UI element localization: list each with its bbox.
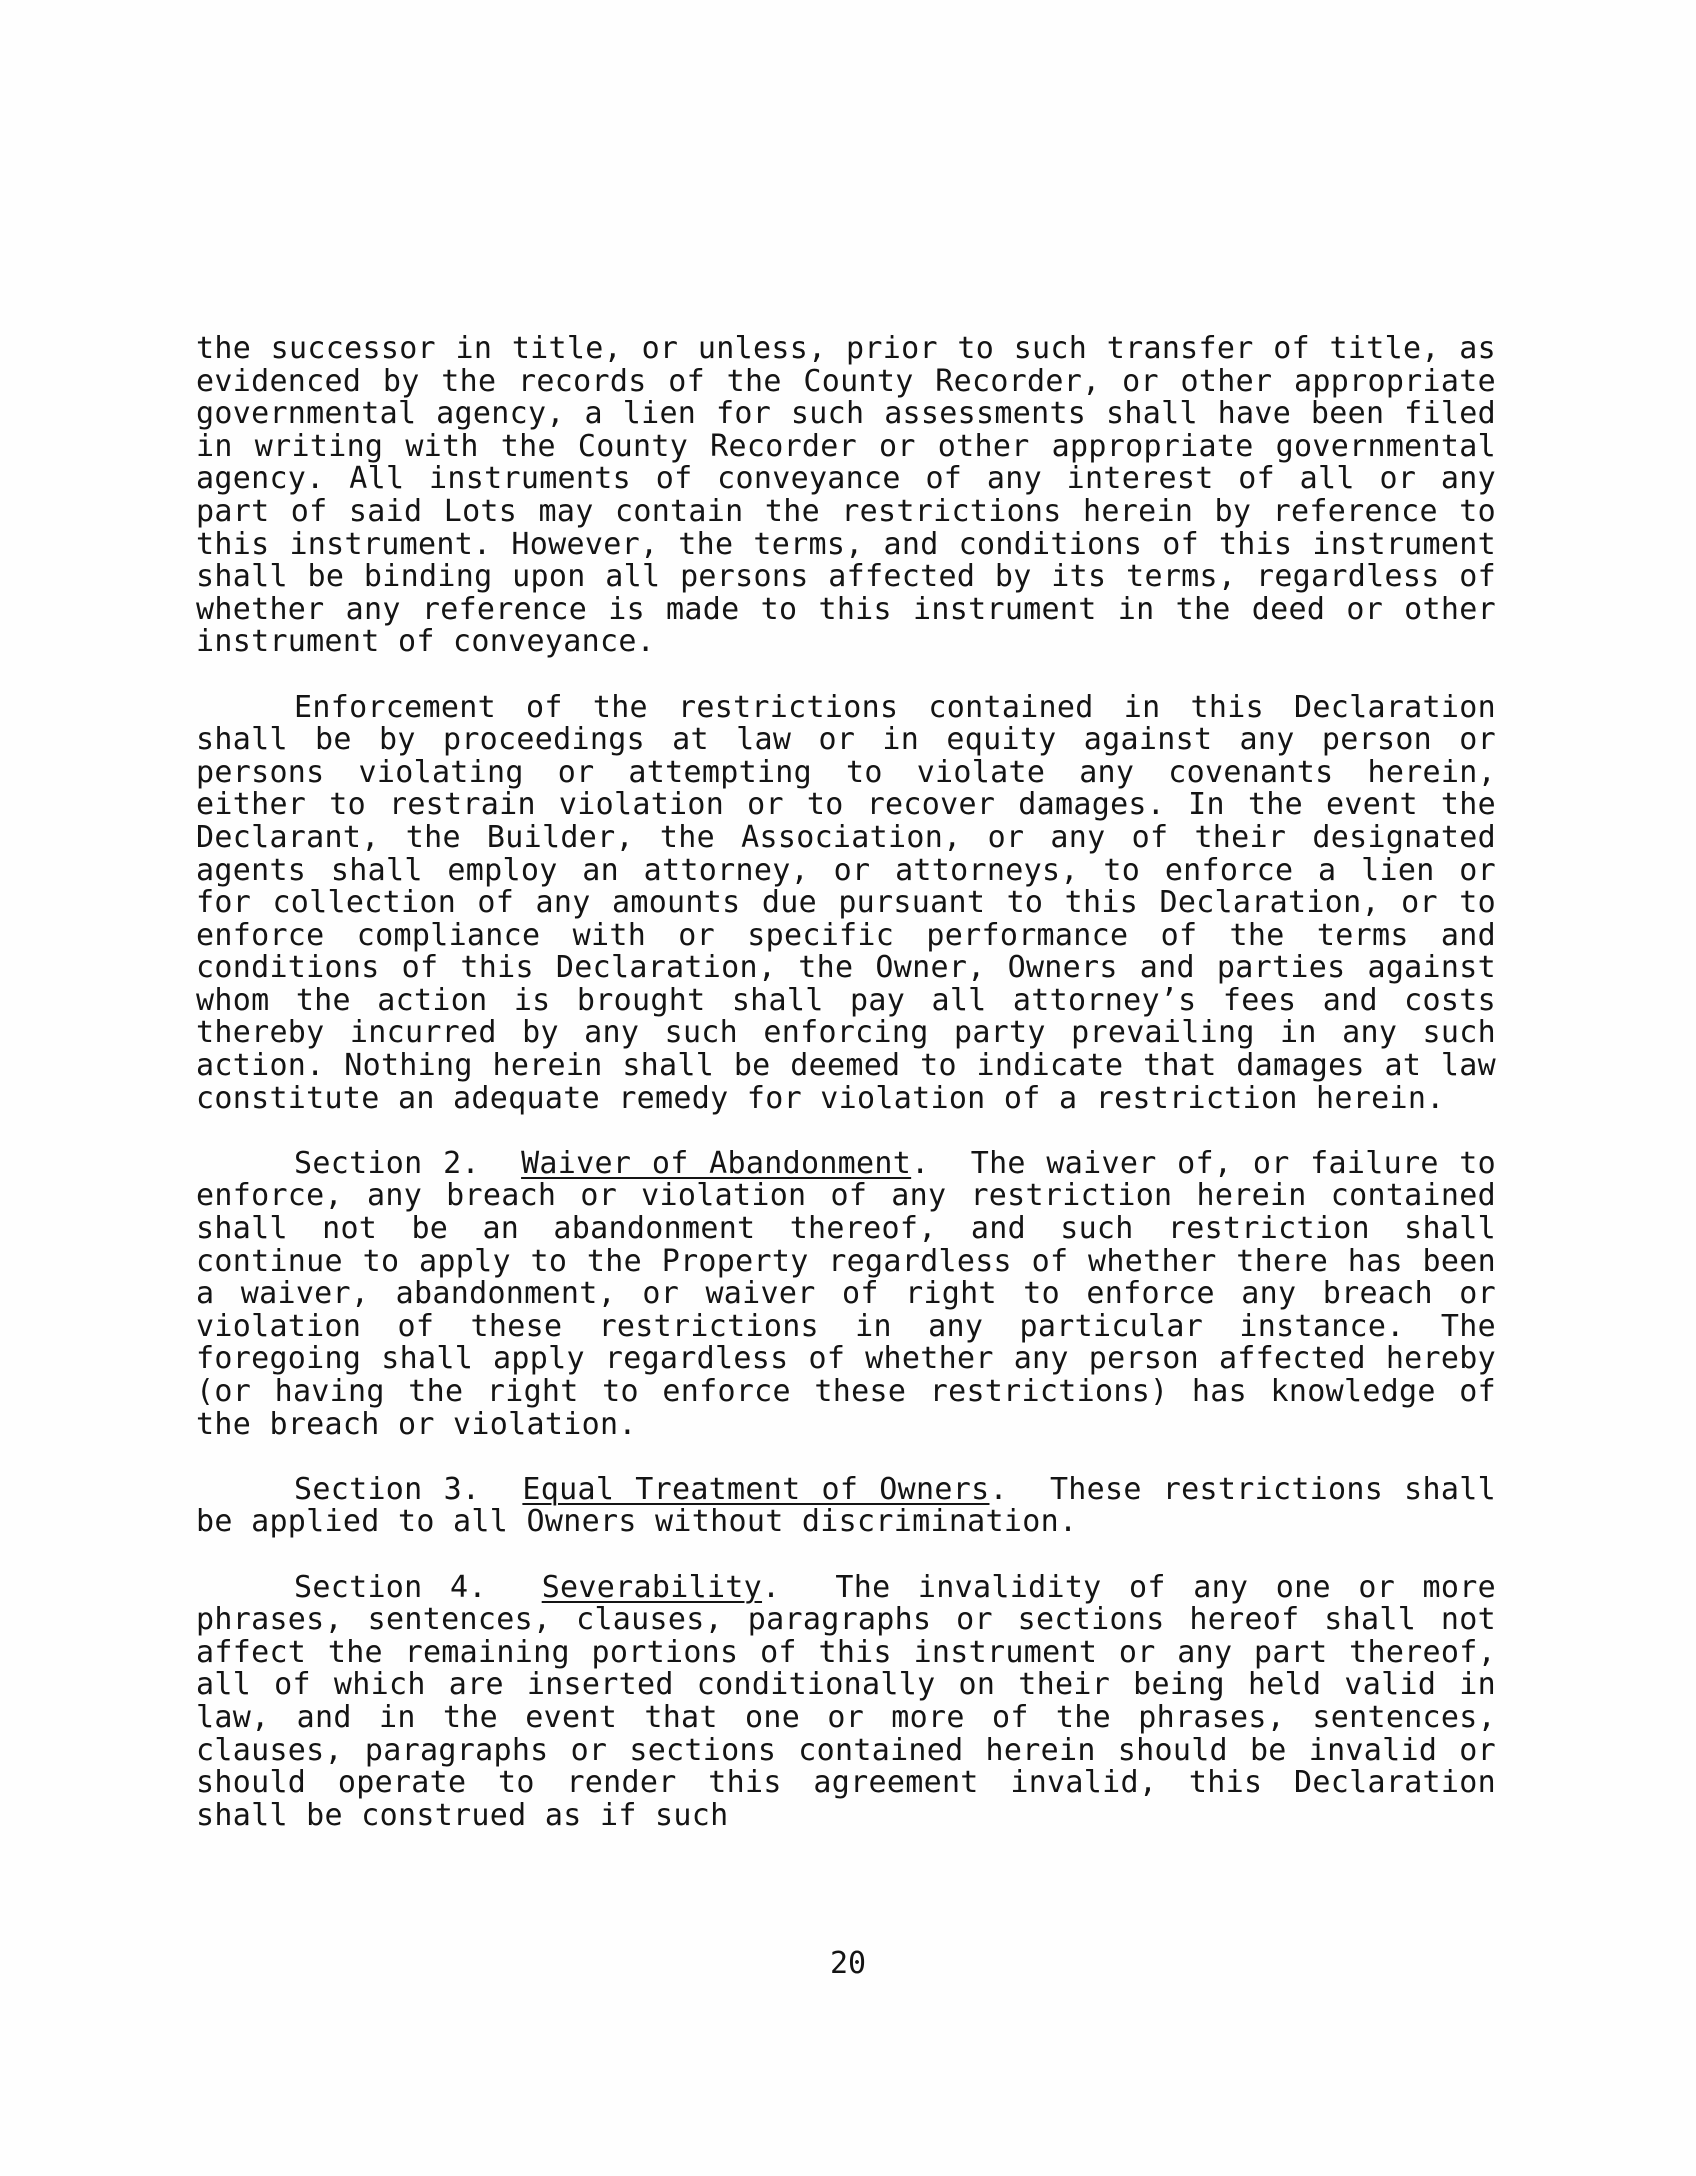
section-4-label: Section 4.: [294, 1569, 487, 1605]
section-3-label: Section 3.: [294, 1471, 481, 1507]
section-3-heading: Equal Treatment of Owners: [522, 1471, 990, 1507]
section-2: Section 2. Waiver of Abandonment. The waiver of, or failure to enforce, any breach or violation of any restriction herein contained shall not be an abandonment thereof, and such restriction shall continue to apply to the Property regardless of whether there has been a waiver, abandonment, or waiver of right to enforce any breach or violation of these restrictions in any particular instance. The foregoing shall apply regardless of whether any person affected hereby (or having the right to enforce these restrictions) has knowledge of the breach or violation.: [196, 1145, 1497, 1442]
section-4-heading: Severability: [541, 1569, 763, 1605]
section-4: Section 4. Severability. The invalidity of any one or more phrases, sentences, clauses, paragraphs or sections hereof shall not affect the remaining portions of this instrument or any part thereof, all of which are inserted conditionally on their being held valid in law, and in the event that one or more of the phrases, sentences, clauses, paragraphs or sections contained herein should be invalid or should operate to render this agreement invalid, this Declaration shall be construed as if such: [196, 1569, 1496, 1833]
section-2-text: The waiver of, or failure to enforce, any breach or violation of any restriction herein contained shall not be an abandonment thereof, and such restriction shall continue to apply to the Property regardless of whether there has been a waiver, abandonment, or waiver of right to enforce any breach or violation of these restrictions in any particular instance. The foregoing shall apply regardless of whether any person affected hereby (or having the right to enforce these restrictions) has knowledge of the breach or violation.: [196, 1145, 1497, 1442]
document-body: [196, 333, 1496, 1865]
section-2-label: Section 2.: [294, 1145, 480, 1181]
paragraph-enforcement: Enforcement of the restrictions contained in this Declaration shall be by proceedings at law or in equity against any person or persons violating or attempting to violate any covenants herein, either to restrain violation or to recover damages. In the event the Declarant, the Builder, the Association, or any of their designated agents shall employ an attorney, or attorneys, to enforce a lien or for collection of any amounts due pursuant to this Declaration, or to enforce compliance with or specific performance of the terms and conditions of this Declaration, the Owner, Owners and parties against whom the action is brought shall pay all attorney’s fees and costs thereby incurred by any such enforcing party prevailing in any such action. Nothing herein shall be deemed to indicate that damages at law constitute an adequate remedy for violation of a restriction herein.: [196, 689, 1496, 1116]
section-3-text: These restrictions shall be applied to all Owners without discrimination.: [196, 1471, 1496, 1540]
paragraph-continued: the successor in title, or unless, prior to such transfer of title, as evidenced by the records of the County Recorder, or other appropriate governmental agency, a lien for such assessments shall have been filed in writing with the County Recorder or other appropriate governmental agency. All instruments of conveyance of any interest of all or any part of said Lots may contain the restrictions herein by reference to this instrument. However, the terms, and conditions of this instrument shall be binding upon all persons affected by its terms, regardless of whether any reference is made to this instrument in the deed or other instrument of conveyance.: [196, 331, 1496, 660]
section-4-text: The invalidity of any one or more phrases, sentences, clauses, paragraphs or sections hereof shall not affect the remaining portions of this instrument or any part thereof, all of which are inserted conditionally on their being held valid in law, and in the event that one or more of the phrases, sentences, clauses, paragraphs or sections contained herein should be invalid or should operate to render this agreement invalid, this Declaration shall be construed as if such: [196, 1569, 1496, 1833]
section-3: Section 3. Equal Treatment of Owners. These restrictions shall be applied to all Owners without discrimination.: [196, 1471, 1496, 1540]
section-2-heading: Waiver of Abandonment: [521, 1145, 912, 1181]
page-number: 20: [829, 1946, 867, 1981]
